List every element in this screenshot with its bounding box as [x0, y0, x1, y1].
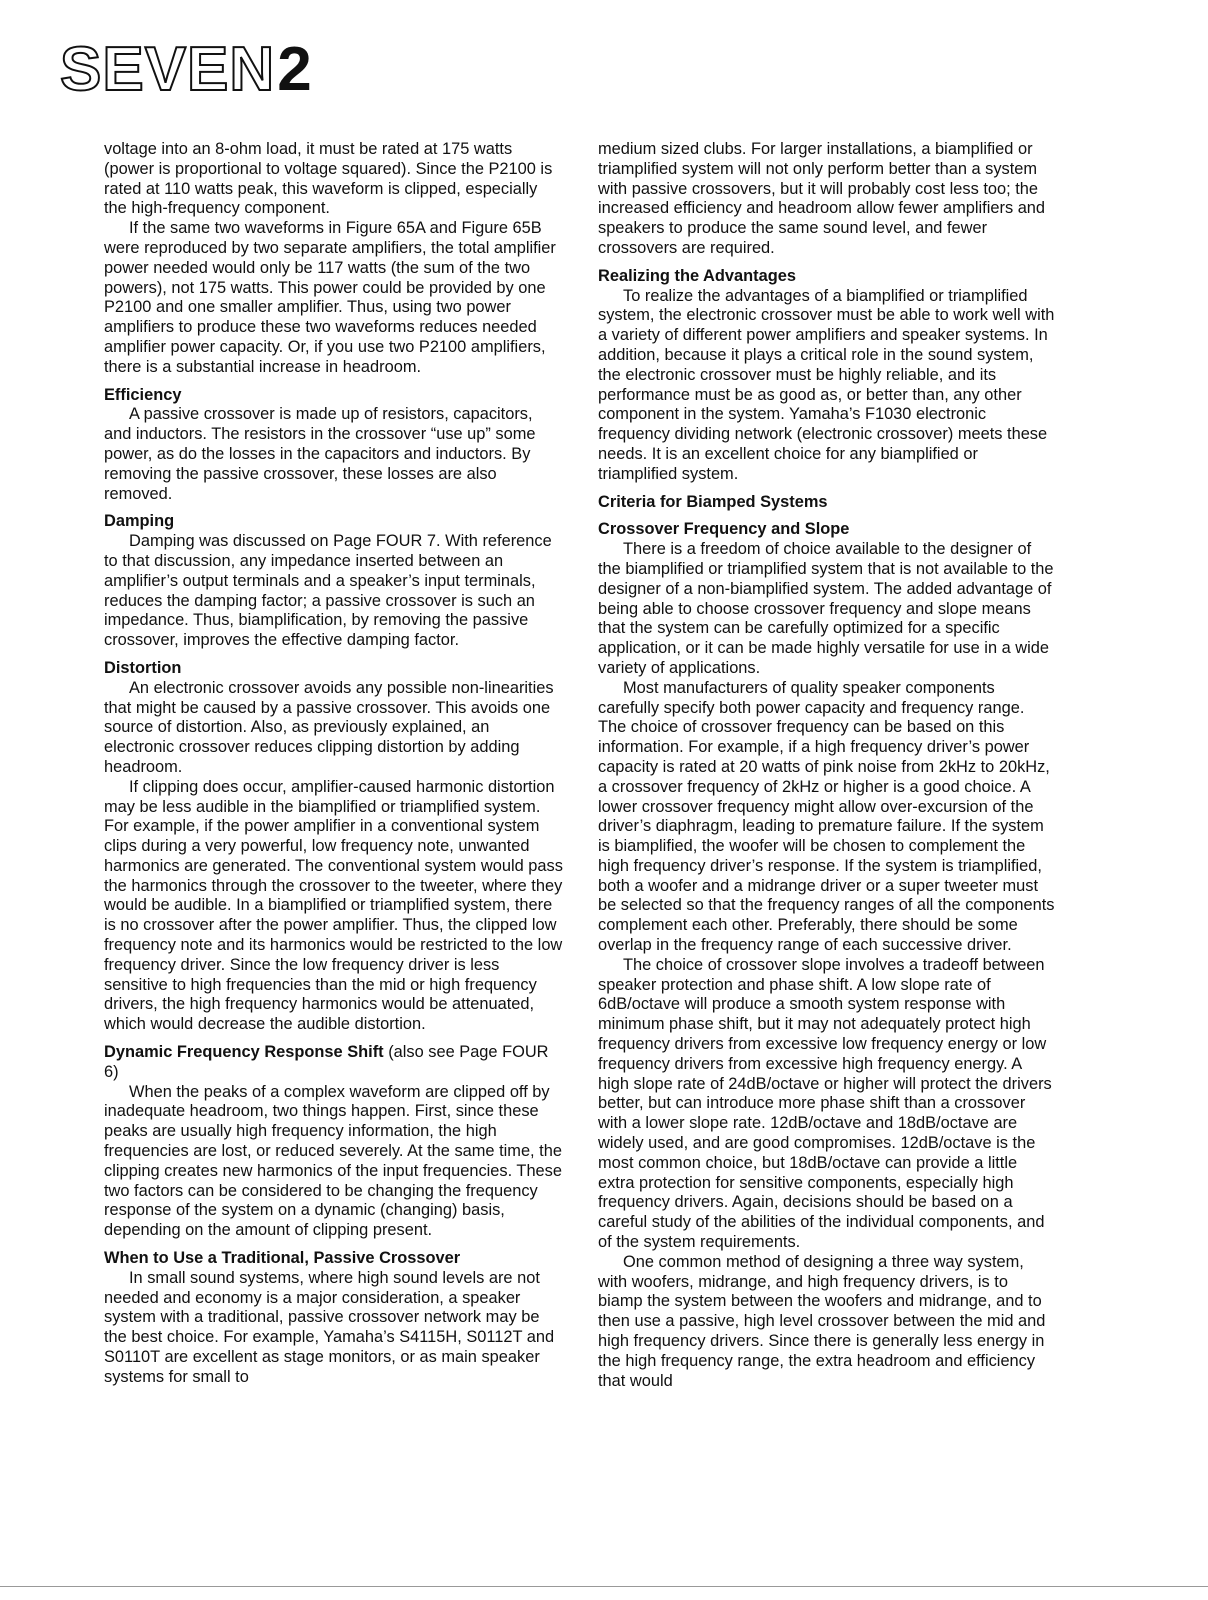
section-heading [104, 386, 564, 406]
heading-text: Criteria for Biamped Systems [598, 492, 828, 511]
section-heading [104, 1043, 564, 1083]
body-paragraph: voltage into an 8-ohm load, it must be rated at 175 watts (power is proportional to voltage squared). Since the P2100 is rated at 110 watts peak, this waveform is clipped, especially the high-frequency component. [104, 140, 553, 218]
body-paragraph: One common method of designing a three way system, with woofers, midrange, and high frequency drivers, is to biamp the system between the woofers and midrange, and to then use a passive, high level crossover between the mid and high frequency drivers. Since there is generally less energy in the high frequency range, the extra headroom and efficiency that would [598, 1252, 1046, 1390]
heading-text: Damping [104, 512, 175, 531]
section-heading [598, 267, 1056, 287]
section-page-number: 2 [277, 35, 312, 104]
heading-note: (also see Page FOUR 6) [104, 1043, 549, 1081]
heading-text: When to Use a Traditional, Passive Crossover [104, 1249, 461, 1268]
body-paragraph: There is a freedom of choice available to the designer of the biamplified or triamplified system that is not available to the designer of a non-biamplified system. The added advantage of being able to choose crossover frequency and slope means that the system can be carefully optimized for a specific application, or it can be made highly versatile for use in a wide variety of applications. [598, 540, 1054, 677]
body-paragraph: If clipping does occur, amplifier-caused harmonic distortion may be less audible in the biamplified or triamplified system. For example, if the power amplifier in a conventional system clips during a very powerful, low frequency note, unwanted harmonics are generated. The conventional system would pass the harmonics through the crossover to the tweeter, where they would be audible. In a biamplified or triamplified system, there is no crossover after the power amplifier. Thus, the clipped low frequency note and its harmonics would be restricted to the low frequency driver. Since the low frequency driver is less sensitive to high frequencies than the mid or high frequency drivers, the high frequency harmonics would be attenuated, which would decrease the audible distortion. [104, 777, 563, 1034]
heading-text: Crossover Frequency and Slope [598, 520, 850, 539]
body-paragraph: Damping was discussed on Page FOUR 7. With reference to that discussion, any impedance inserted between an amplifier’s output terminals and a speaker’s input terminals, reduces the damping factor; a passive crossover is such an impedance. Thus, biamplification, by removing the passive crossover, improves the effective damping factor. [104, 532, 552, 650]
body-paragraph: The choice of crossover slope involves a tradeoff between speaker protection and phase shift. A low slope rate of 6dB/octave will produce a smooth system response with minimum phase shift, but it may not adequately protect high frequency drivers from excessive low frequency energy or low frequency drivers from excessive high frequency energy. A high slope rate of 24dB/octave or higher will protect the drivers better, but can introduce more phase shift than a crossover with a lower slope rate. 12dB/octave and 18dB/octave are widely used, and are good compromises. 12dB/octave is the most common choice, but 18dB/octave can provide a little extra protection for sensitive components, especially high frequency drivers. Again, decisions should be based on a careful study of the abilities of the individual components, and of the system requirements. [598, 955, 1052, 1252]
body-paragraph: A passive crossover is made up of resistors, capacitors, and inductors. The resistors in the crossover “use up” some power, as do the losses in the capacitors and inductors. By removing the passive crossover, these losses are also removed. [104, 405, 536, 503]
body-paragraph: In small sound systems, where high sound levels are not needed and economy is a major consideration, a speaker system with a traditional, passive crossover network may be the best choice. For example, Yamaha’s S4115H, S0112T and S0110T are excellent as stage monitors, or as main speaker systems for small to [104, 1268, 555, 1386]
right-column [598, 140, 1056, 1391]
body-paragraph: Most manufacturers of quality speaker components carefully specify both power capacity and frequency range. The choice of crossover frequency can be based on this information. For example, if a high frequency driver’s power capacity is rated at 20 watts of pink noise from 2kHz to 20kHz, a crossover frequency of 2kHz or higher is a good choice. A lower crossover frequency might allow over-excursion of the driver’s diaphragm, leading to premature failure. If the system is biamplified, the woofer will be chosen to complement the high frequency driver’s response. If the system is triamplified, both a woofer and a midrange driver or a super tweeter must be selected so that the frequency ranges of all the components complement each other. Preferably, there should be some overlap in the frequency range of each successive driver. [598, 678, 1055, 955]
left-column [104, 140, 564, 1388]
section-title-outline: SEVEN [60, 35, 276, 104]
heading-text: Dynamic Frequency Response Shift [104, 1043, 384, 1062]
section-heading [104, 512, 564, 532]
section-heading [104, 659, 564, 679]
bottom-rule [0, 1586, 1208, 1587]
body-paragraph: To realize the advantages of a biamplified or triamplified system, the electronic crossover must be able to work well with a variety of different power amplifiers and speaker systems. In addition, because it plays a critical role in the sound system, the electronic crossover must be highly reliable, and its performance must be as good as, or better than, any other component in the system. Yamaha’s F1030 electronic frequency dividing network (electronic crossover) meets these needs. It is an excellent choice for any biamplified or triamplified system. [598, 286, 1055, 483]
section-heading [104, 1249, 564, 1269]
body-paragraph: If the same two waveforms in Figure 65A and Figure 65B were reproduced by two separate amplifiers, the total amplifier power needed would only be 117 watts (the sum of the two powers), not 175 watts. This power could be provided by one P2100 and one smaller amplifier. Thus, using two power amplifiers to produce these two waveforms reduces needed amplifier power capacity. Or, if you use two P2100 amplifiers, there is a substantial increase in headroom. [104, 219, 556, 376]
page-header [60, 35, 312, 104]
heading-text: Realizing the Advantages [598, 266, 796, 285]
body-paragraph: When the peaks of a complex waveform are clipped off by inadequate headroom, two things happen. First, since these peaks are usually high frequency information, the high frequencies are lost, or reduced severely. At the same time, the clipping creates new harmonics of the input frequencies. These two factors can be considered to be changing the frequency response of the system on a dynamic (changing) basis, depending on the amount of clipping present. [104, 1082, 562, 1240]
heading-text: Distortion [104, 658, 182, 677]
body-paragraph: An electronic crossover avoids any possible non-linearities that might be caused by a passive crossover. This avoids one source of distortion. Also, as previously explained, an electronic crossover reduces clipping distortion by adding headroom. [104, 678, 554, 776]
section-heading [598, 520, 1056, 540]
heading-text: Efficiency [104, 385, 182, 404]
section-heading [598, 493, 1056, 513]
body-paragraph: medium sized clubs. For larger installations, a biamplified or triamplified system will not only perform better than a system with passive crossovers, but it will probably cost less too; the increased efficiency and headroom allow fewer amplifiers and speakers to produce the same sound level, and fewer crossovers are required. [598, 140, 1046, 257]
